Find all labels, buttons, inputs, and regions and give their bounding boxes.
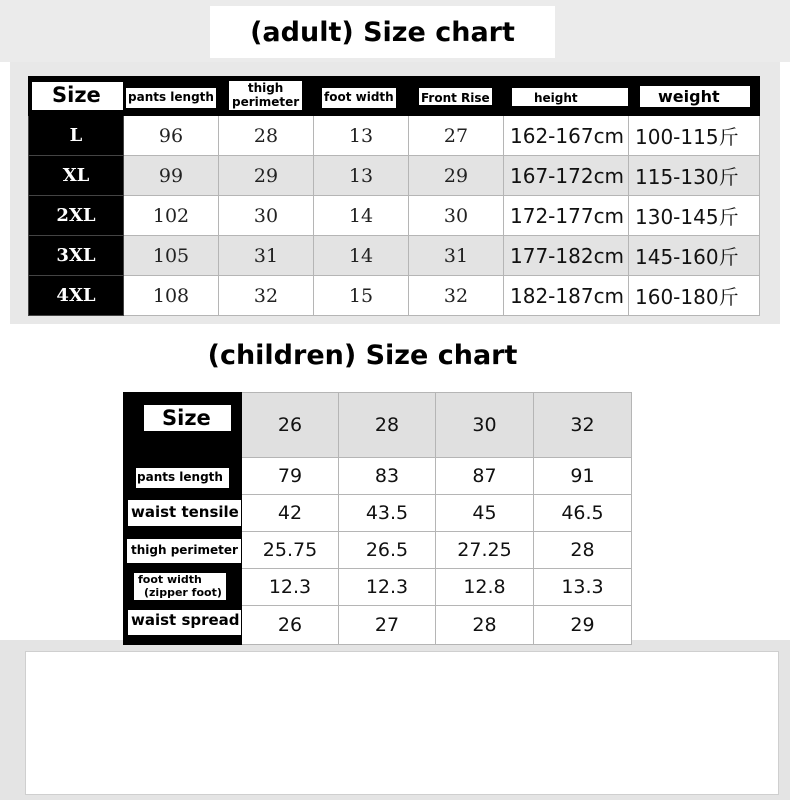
- children-size-26: 26: [242, 393, 339, 458]
- children-row-label: [124, 458, 242, 495]
- foot-width-cell: 15: [314, 276, 409, 316]
- children-header-size: [124, 393, 242, 458]
- children-size-28: 28: [339, 393, 436, 458]
- children-row-label-text: [134, 573, 226, 600]
- children-size-label: Size: [144, 405, 231, 431]
- header-height: [504, 77, 629, 116]
- front-rise-cell: 29: [409, 156, 504, 196]
- size-cell: XL: [29, 156, 124, 196]
- table-row: [124, 606, 632, 645]
- children-size-chart-title: (children) Size chart: [220, 334, 505, 376]
- foot-width-cell: 13: [314, 116, 409, 156]
- thigh-cell: 30: [219, 196, 314, 236]
- adult-size-table: [28, 76, 760, 316]
- weight-cell: 100-115斤: [629, 116, 760, 156]
- header-pants-length: [124, 77, 219, 116]
- children-foot-width-line1: foot width: [138, 573, 202, 587]
- height-cell: 167-172cm: [504, 156, 629, 196]
- children-value-cell: 26: [242, 606, 339, 645]
- children-value-cell: 91: [534, 458, 632, 495]
- table-row: [29, 276, 760, 316]
- header-weight: [629, 77, 760, 116]
- foot-width-cell: 13: [314, 156, 409, 196]
- children-value-cell: 83: [339, 458, 436, 495]
- table-row: [124, 569, 632, 606]
- height-cell: 182-187cm: [504, 276, 629, 316]
- size-cell: 4XL: [29, 276, 124, 316]
- children-value-cell: 46.5: [534, 495, 632, 532]
- children-row-label: [124, 569, 242, 606]
- children-value-cell: 12.3: [339, 569, 436, 606]
- children-value-cell: 25.75: [242, 532, 339, 569]
- height-cell: 177-182cm: [504, 236, 629, 276]
- children-value-cell: 12.8: [436, 569, 534, 606]
- children-value-cell: 87: [436, 458, 534, 495]
- foot-width-cell: 14: [314, 196, 409, 236]
- children-value-cell: 43.5: [339, 495, 436, 532]
- weight-cell: 130-145斤: [629, 196, 760, 236]
- children-row-label: [124, 606, 242, 645]
- children-row-label-text: pants length: [136, 468, 229, 488]
- children-row-label-text: waist tensile: [128, 500, 242, 525]
- table-row: [29, 196, 760, 236]
- children-row-label: [124, 495, 242, 532]
- pants-length-cell: 102: [124, 196, 219, 236]
- thigh-cell: 31: [219, 236, 314, 276]
- header-size: [29, 77, 124, 116]
- children-size-30: 30: [436, 393, 534, 458]
- front-rise-cell: 30: [409, 196, 504, 236]
- weight-cell: 160-180斤: [629, 276, 760, 316]
- header-foot-width-label: foot width: [322, 88, 396, 107]
- height-cell: 162-167cm: [504, 116, 629, 156]
- children-row-label-text: waist spread: [128, 610, 242, 635]
- adult-size-chart-title: (adult) Size chart: [210, 6, 555, 58]
- weight-cell: 145-160斤: [629, 236, 760, 276]
- header-pants-length-label: pants length: [126, 88, 216, 107]
- header-weight-label: weight: [640, 86, 750, 108]
- size-cell: 2XL: [29, 196, 124, 236]
- table-row: [29, 236, 760, 276]
- weight-cell: 115-130斤: [629, 156, 760, 196]
- children-value-cell: 13.3: [534, 569, 632, 606]
- header-thigh-line2: perimeter: [232, 94, 300, 109]
- children-value-cell: 45: [436, 495, 534, 532]
- front-rise-cell: 32: [409, 276, 504, 316]
- header-height-label: height: [512, 88, 629, 106]
- header-thigh-perimeter-label: [229, 81, 302, 109]
- header-thigh-line1: thigh: [247, 81, 284, 96]
- header-front-rise: [409, 77, 504, 116]
- pants-length-cell: 96: [124, 116, 219, 156]
- children-value-cell: 27.25: [436, 532, 534, 569]
- thigh-cell: 32: [219, 276, 314, 316]
- header-foot-width: [314, 77, 409, 116]
- height-cell: 172-177cm: [504, 196, 629, 236]
- children-value-cell: 28: [534, 532, 632, 569]
- pants-length-cell: 99: [124, 156, 219, 196]
- table-row: [124, 458, 632, 495]
- children-foot-width-line2: (zipper foot): [144, 585, 222, 599]
- size-cell: L: [29, 116, 124, 156]
- thigh-cell: 28: [219, 116, 314, 156]
- size-cell: 3XL: [29, 236, 124, 276]
- children-value-cell: 79: [242, 458, 339, 495]
- blank-panel: [25, 651, 779, 795]
- header-front-rise-label: Front Rise: [419, 88, 492, 105]
- children-value-cell: 26.5: [339, 532, 436, 569]
- children-value-cell: 42: [242, 495, 339, 532]
- header-size-label: Size: [32, 82, 124, 109]
- children-size-32: 32: [534, 393, 632, 458]
- children-row-label: [124, 532, 242, 569]
- children-value-cell: 28: [436, 606, 534, 645]
- children-value-cell: 27: [339, 606, 436, 645]
- table-row: [124, 495, 632, 532]
- children-value-cell: 29: [534, 606, 632, 645]
- front-rise-cell: 31: [409, 236, 504, 276]
- adult-header-row: [29, 77, 760, 116]
- children-value-cell: 12.3: [242, 569, 339, 606]
- header-thigh-perimeter: [219, 77, 314, 116]
- children-row-label-text: thigh perimeter: [127, 539, 242, 563]
- front-rise-cell: 27: [409, 116, 504, 156]
- pants-length-cell: 108: [124, 276, 219, 316]
- table-row: [124, 532, 632, 569]
- thigh-cell: 29: [219, 156, 314, 196]
- table-row: [29, 116, 760, 156]
- children-header-row: [124, 393, 632, 458]
- children-size-table: [123, 392, 632, 645]
- foot-width-cell: 14: [314, 236, 409, 276]
- pants-length-cell: 105: [124, 236, 219, 276]
- table-row: [29, 156, 760, 196]
